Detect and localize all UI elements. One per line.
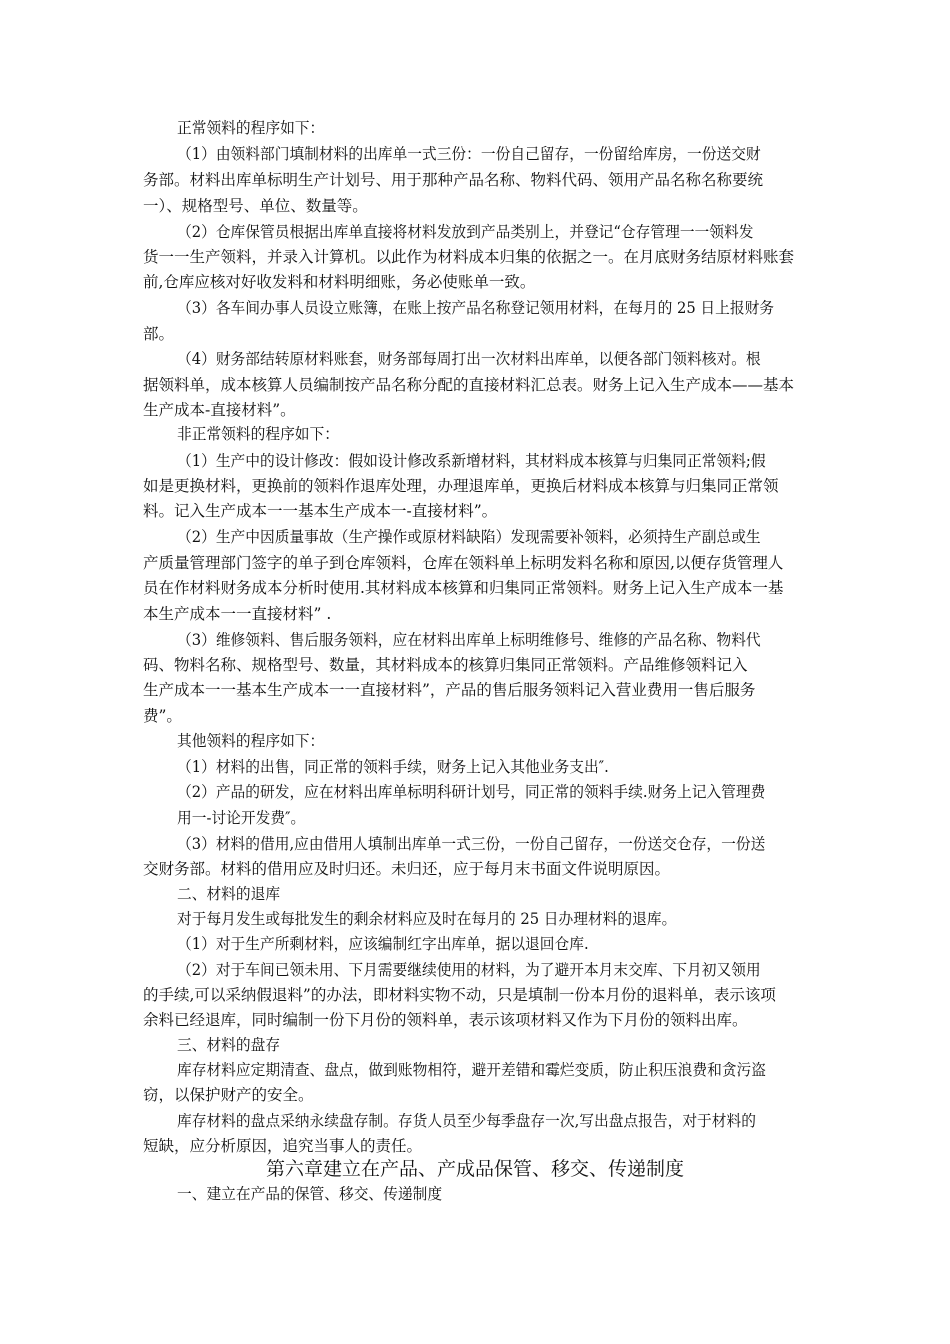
text-line: 据领料单，成本核算人员编制按产品名称分配的直接材料汇总表。财务上记入生产成本——基本 bbox=[143, 376, 795, 394]
text-line: （1）生产中的设计修改：假如设计修改系新增材料，其材料成本核算与归集同正常领料;假 bbox=[177, 452, 766, 470]
section-heading: 一、建立在产品的保管、移交、传递制度 bbox=[177, 1185, 443, 1203]
text-line: （2）对于车间已领未用、下月需要继续使用的材料，为了避开本月末交库、下月初又领用 bbox=[177, 961, 761, 979]
text-line: 前,仓库应核对好收发料和材料明细账，务必使账单一致。 bbox=[143, 273, 536, 291]
text-line: 料。记入生产成本一一基本生产成本一-直接材料”。 bbox=[143, 502, 498, 520]
text-line: 生产成本-直接材料”。 bbox=[143, 401, 296, 419]
text-line: （3）各车间办事人员设立账簿，在账上按产品名称登记领用材料，在每月的 25 日上报财务 bbox=[177, 299, 775, 317]
text-line: 短缺，应分析原因，追究当事人的责任。 bbox=[143, 1137, 423, 1155]
text-line: 窃，以保护财产的安全。 bbox=[143, 1086, 314, 1104]
text-line: 库存材料的盘点采纳永续盘存制。存货人员至少每季盘存一次,写出盘点报告，对于材料的 bbox=[177, 1112, 756, 1130]
text-line: 余料已经退库，同时编制一份下月份的领料单，表示该项材料又作为下月份的领料出库。 bbox=[143, 1011, 748, 1029]
text-line: 费”。 bbox=[143, 707, 182, 725]
text-line: 对于每月发生或每批发生的剩余材料应及时在每月的 25 日办理材料的退库。 bbox=[177, 910, 677, 928]
text-line: 库存材料应定期清查、盘点，做到账物相符，避开差错和霉烂变质，防止积压浪费和贪污盗 bbox=[177, 1061, 767, 1079]
text-line: （2）仓库保管员根据出库单直接将材料发放到产品类别上，并登记“仓存管理一一领料发 bbox=[177, 223, 754, 241]
text-line: （2）生产中因质量事故（生产操作或原材料缺陷）发现需要补领料，必须持生产副总或生 bbox=[177, 528, 761, 546]
section-heading: 三、材料的盘存 bbox=[177, 1036, 281, 1054]
text-line: 员在作材料财务成本分析时使用.其材料成本核算和归集同正常领料。财务上记入生产成本一基 bbox=[143, 579, 784, 597]
text-line: （3）材料的借用,应由借用人填制出库单一式三份，一份自己留存，一份送交仓存，一份送 bbox=[177, 835, 766, 853]
text-line: 其他领料的程序如下： bbox=[177, 732, 325, 750]
text-line: （1）由领料部门填制材料的出库单一式三份：一份自己留存，一份留给库房，一份送交财 bbox=[177, 145, 761, 163]
text-line: 码、物料名称、规格型号、数量，其材料成本的核算归集同正常领料。产品维修领料记入 bbox=[143, 656, 748, 674]
text-line: 生产成本一一基本生产成本一一直接材料”，产品的售后服务领料记入营业费用一售后服务 bbox=[143, 681, 756, 699]
text-line: 如是更换材料，更换前的领料作退库处理，办理退库单，更换后材料成本核算与归集同正常领 bbox=[143, 477, 779, 495]
text-line: 货一一生产领料，并录入计算机。以此作为材料成本归集的依据之一。在月底财务结原材料账套 bbox=[143, 248, 795, 266]
text-line: 部。 bbox=[143, 325, 175, 343]
text-line: 产质量管理部门签字的单子到仓库领料，仓库在领料单上标明发料名称和原因,以便存货管理人 bbox=[143, 554, 784, 572]
text-line: 本生产成本一一直接材料” . bbox=[143, 605, 332, 623]
section-heading: 二、材料的退库 bbox=[177, 885, 281, 903]
text-line: 的手续,可以采纳假退料”的办法，即材料实物不动，只是填制一份本月份的退料单，表示该项 bbox=[143, 986, 776, 1004]
text-line: 正常领料的程序如下： bbox=[177, 119, 325, 137]
text-line: 用一-讨论开发费″。 bbox=[177, 809, 306, 827]
text-line: 非正常领料的程序如下： bbox=[177, 425, 339, 443]
text-line: （2）产品的研发，应在材料出库单标明科研计划号，同正常的领料手续.财务上记入管理费 bbox=[177, 783, 766, 801]
text-line: （1）对于生产所剩材料，应该编制红字出库单，据以退回仓库. bbox=[177, 935, 589, 953]
text-line: 交财务部。材料的借用应及时归还。未归还，应于每月末书面文件说明原因。 bbox=[143, 860, 671, 878]
text-line: （1）材料的出售，同正常的领料手续，财务上记入其他业务支出″. bbox=[177, 758, 609, 776]
chapter-title: 第六章建立在产品、产成品保管、移交、传递制度 bbox=[265, 1158, 684, 1180]
text-line: 务部。材料出库单标明生产计划号、用于那种产品名称、物料代码、领用产品名称名称要统 bbox=[143, 171, 764, 189]
text-line: （3）维修领料、售后服务领料，应在材料出库单上标明维修号、维修的产品名称、物料代 bbox=[177, 631, 761, 649]
text-line: （4）财务部结转原材料账套，财务部每周打出一次材料出库单，以便各部门领料核对。根 bbox=[177, 350, 761, 368]
text-line: 一）、规格型号、单位、数量等。 bbox=[143, 197, 368, 215]
